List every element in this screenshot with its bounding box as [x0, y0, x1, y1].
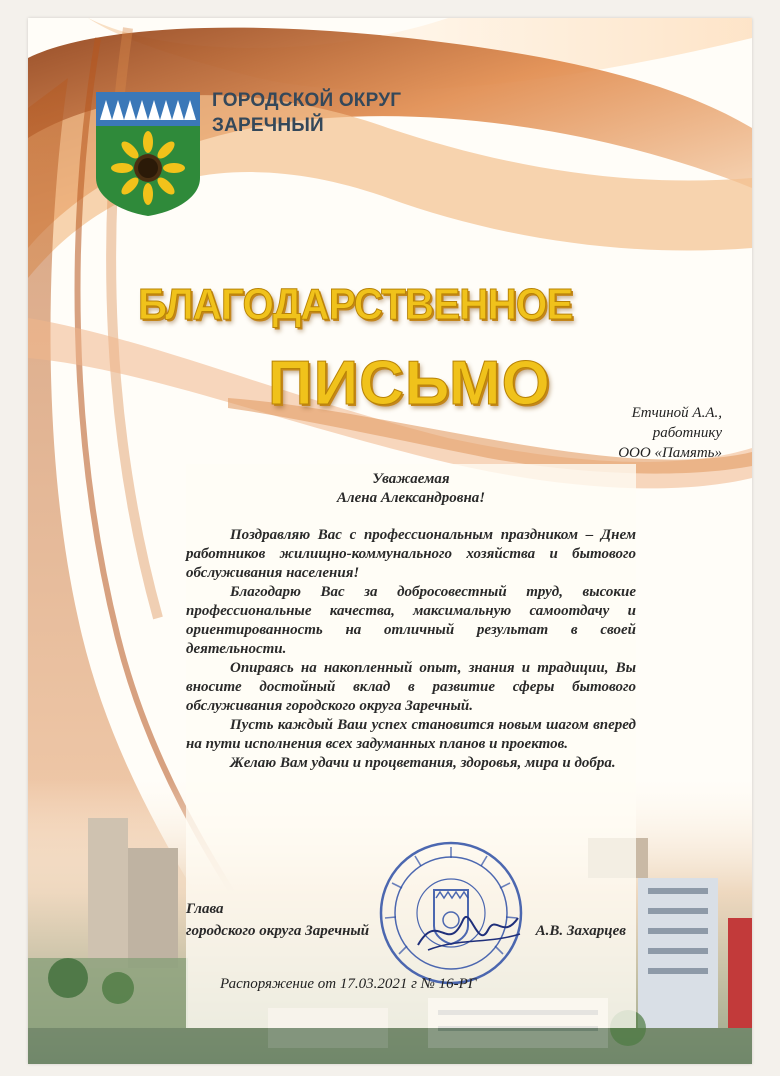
addressee-position: работнику — [652, 425, 722, 441]
letter-paragraph: Поздравляю Вас с профессиональным праздником – Днем работников жилищно-коммунального хозяйства и бытового обслуживания населения! — [186, 527, 636, 581]
letter-paragraph: Желаю Вам удачи и процветания, здоровья, мира и добра. — [230, 755, 616, 771]
signature-block — [186, 898, 626, 942]
letter-paragraph: Пусть каждый Ваш успех становится новым шагом вперед на пути исполнения всех задуманных планов и проектов. — [186, 717, 636, 752]
addressee-name: Етчиной А.А., — [631, 405, 722, 421]
org-name-line2: ЗАРЕЧНЫЙ — [212, 115, 324, 136]
signatory-name: А.В. Захарцев — [535, 923, 626, 939]
certificate-sheet — [28, 18, 752, 1064]
letter-paragraph: Благодарю Вас за добросовестный труд, высокие профессиональные качества, максимальную самоотдачу и ориентированность на отличный результат в своей деятельности. — [186, 584, 636, 657]
signature-row — [186, 920, 626, 942]
addressee-block — [462, 403, 722, 463]
org-name-line1: ГОРОДСКОЙ ОКРУГ — [212, 90, 402, 111]
org-name — [212, 88, 452, 138]
city-coat-of-arms-logo — [94, 90, 202, 218]
salutation-line2: Алена Александровна! — [336, 490, 486, 506]
salutation-line1: Уважаемая — [372, 471, 450, 487]
signature-title-line2: городского округа Заречный — [186, 923, 370, 939]
salutation — [186, 470, 636, 508]
title-line1: БЛАГОДАРСТВЕННОЕ — [138, 280, 573, 329]
title-line2: ПИСЬМО — [268, 349, 551, 418]
signature-title-line1: Глава — [186, 901, 224, 917]
order-reference: Распоряжение от 17.03.2021 г № 16-РГ — [220, 976, 477, 992]
letter-paragraph: Опираясь на накопленный опыт, знания и традиции, Вы вносите достойный вклад в развитие сферы бытового обслуживания городского округа Заречный. — [186, 660, 636, 714]
addressee-company: ООО «Память» — [618, 445, 722, 461]
letter-body — [186, 470, 636, 773]
